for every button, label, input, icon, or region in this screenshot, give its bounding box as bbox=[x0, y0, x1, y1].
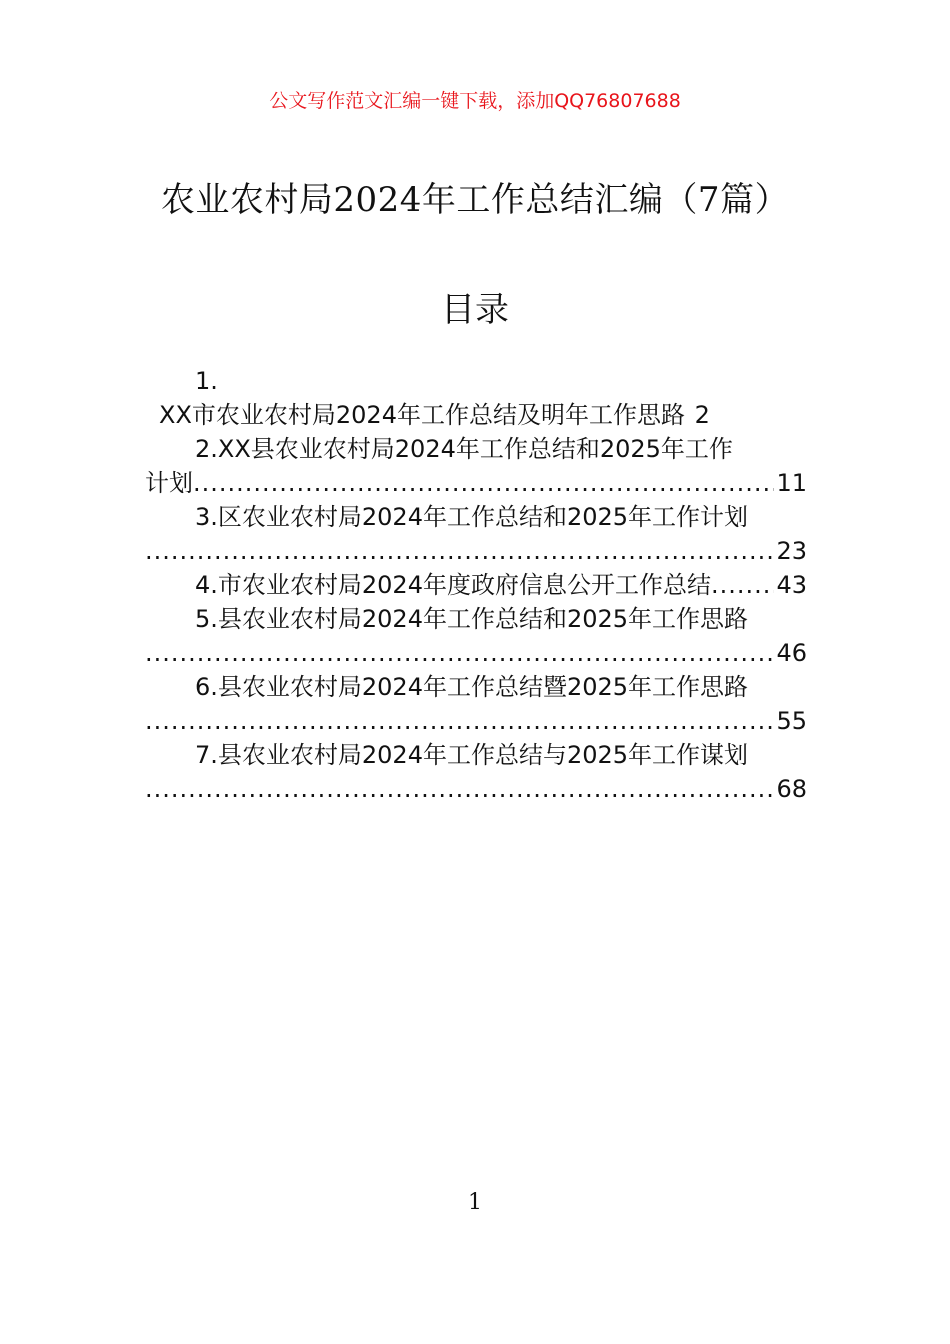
toc-item-7[interactable] bbox=[145, 738, 807, 806]
toc-item-title: XX市农业农村局2024年工作总结及明年工作思路 bbox=[159, 401, 685, 429]
toc-heading: 目录 bbox=[441, 290, 509, 330]
download-banner: 公文写作范文汇编一键下载，添加QQ76807688 bbox=[269, 90, 681, 112]
toc-item-leader-line bbox=[145, 636, 807, 670]
toc-item-text: 7.县农业农村局2024年工作总结与2025年工作谋划 bbox=[195, 741, 749, 769]
toc-item-page: 2 bbox=[694, 401, 710, 429]
dot-leader bbox=[145, 534, 774, 568]
toc-item-5[interactable] bbox=[145, 602, 807, 670]
toc-item-text: 2.XX县农业农村局2024年工作总结和2025年工作 bbox=[195, 435, 733, 463]
toc-item-page: 55 bbox=[776, 707, 807, 735]
toc-item-text: 4.市农业农村局2024年度政府信息公开工作总结 bbox=[195, 571, 711, 599]
toc-item-page: 11 bbox=[776, 469, 807, 497]
toc-item-6[interactable] bbox=[145, 670, 807, 738]
page-number: 1 bbox=[468, 1190, 482, 1215]
table-of-contents bbox=[145, 364, 807, 806]
dot-leader bbox=[711, 568, 774, 602]
toc-item-text: 6.县农业农村局2024年工作总结暨2025年工作思路 bbox=[195, 673, 749, 701]
toc-item-text: 5.县农业农村局2024年工作总结和2025年工作思路 bbox=[195, 605, 749, 633]
toc-item-text-cont: 计划 bbox=[145, 469, 193, 497]
toc-item-leader-line bbox=[145, 534, 807, 568]
dot-leader bbox=[193, 466, 774, 500]
dot-leader bbox=[145, 772, 774, 806]
toc-item-leader-line bbox=[145, 772, 807, 806]
toc-item-3[interactable] bbox=[145, 500, 807, 568]
dot-leader bbox=[145, 636, 774, 670]
toc-item-text-cont bbox=[145, 398, 807, 432]
toc-item-leader-line bbox=[145, 568, 807, 602]
toc-item-text: 1. bbox=[195, 367, 218, 395]
toc-item-2[interactable] bbox=[145, 432, 807, 500]
toc-item-page: 43 bbox=[776, 571, 807, 599]
toc-item-page: 46 bbox=[776, 639, 807, 667]
toc-item-text: 3.区农业农村局2024年工作总结和2025年工作计划 bbox=[195, 503, 749, 531]
document-title: 农业农村局2024年工作总结汇编（7篇） bbox=[160, 180, 790, 220]
toc-item-leader-line bbox=[145, 466, 807, 500]
toc-item-page: 68 bbox=[776, 775, 807, 803]
toc-item-leader-line bbox=[145, 704, 807, 738]
toc-item-page: 23 bbox=[776, 537, 807, 565]
toc-item-4[interactable] bbox=[145, 568, 807, 602]
toc-item-1[interactable] bbox=[145, 364, 807, 432]
dot-leader bbox=[145, 704, 774, 738]
